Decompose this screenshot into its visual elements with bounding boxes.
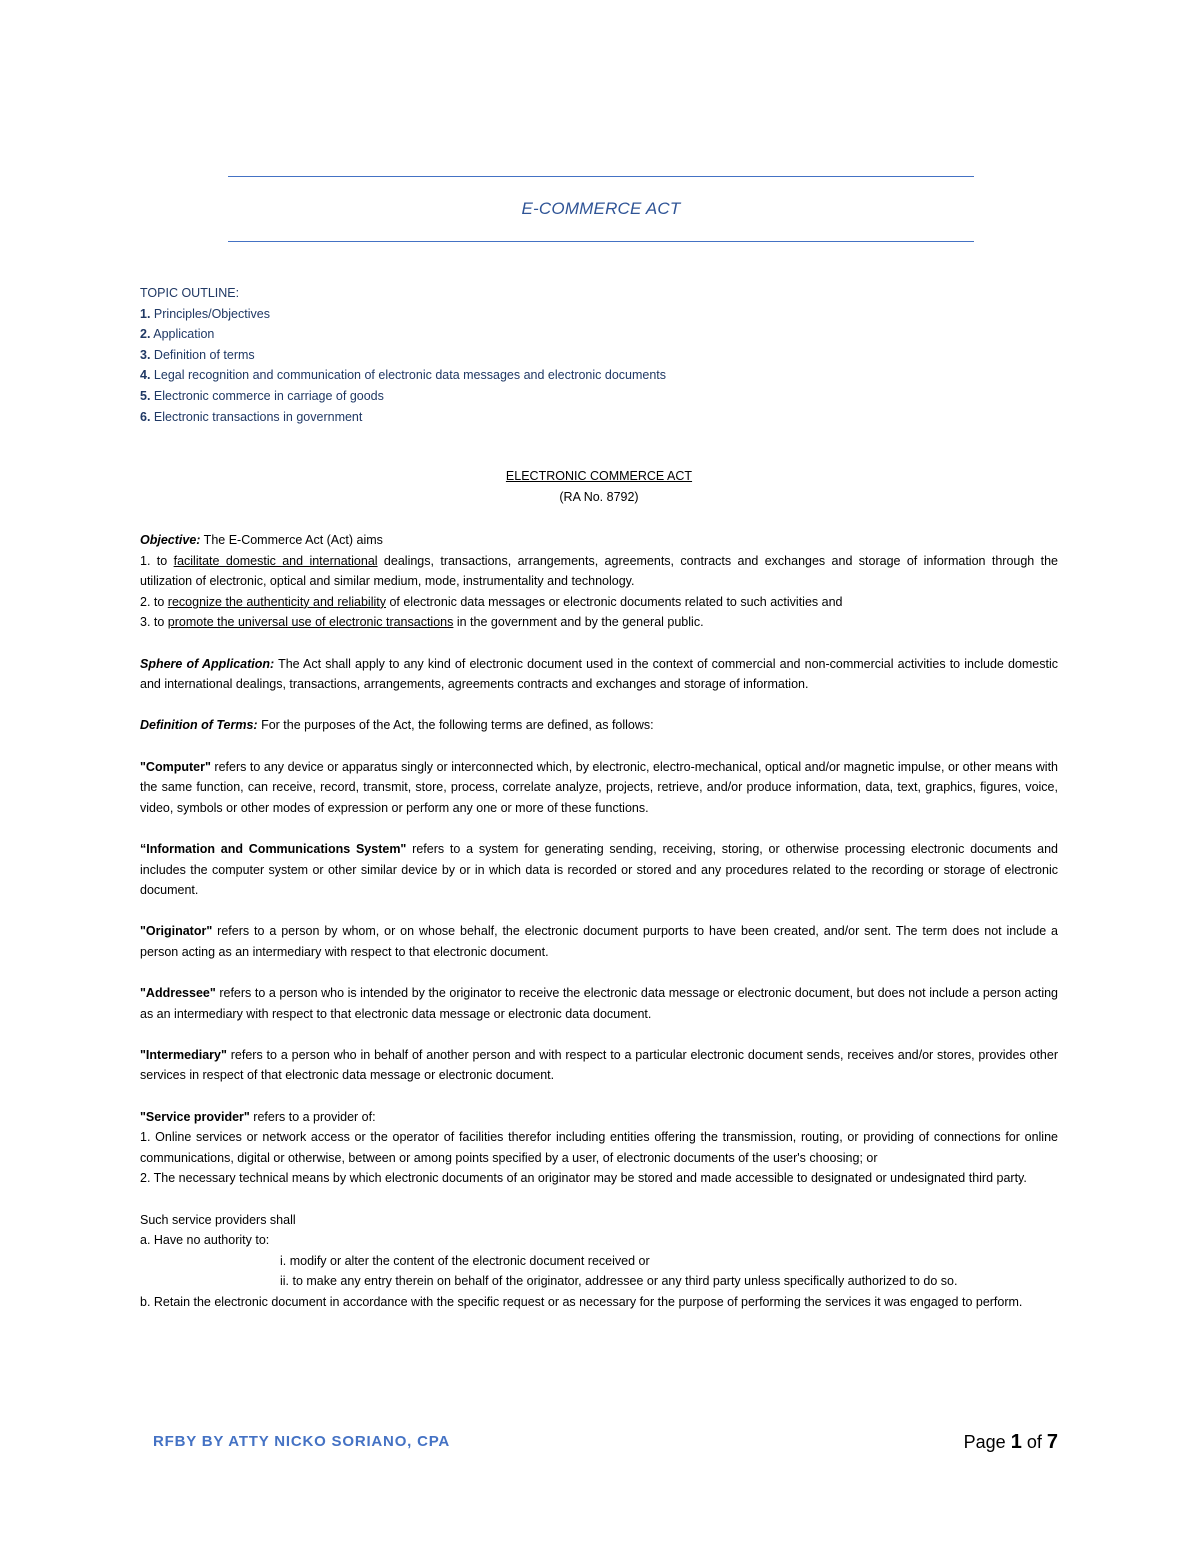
shall-item-b: b. Retain the electronic document in accordance with the specific request or as necessary for the purpose of performing the services it was engaged to perform. (140, 1294, 1023, 1309)
page-of-label: of (1026, 1432, 1042, 1452)
definition-intermediary (140, 1045, 1058, 1086)
outline-item-number: 1. (140, 306, 151, 321)
objective-aim (140, 612, 1058, 633)
outline-item (140, 386, 666, 407)
aim-text: of electronic data messages or electronic documents related to such activities and (385, 594, 843, 609)
definition-text: refers to a person by whom, or on whose behalf, the electronic document purports to have been created, and/or sent. The term does not include a person acting as an intermediary with respect to that electronic document. (140, 924, 1058, 959)
aim-text: dealings, transactions, arrangements, agreements, contracts and exchanges and storage of information through the utilization of electronic, optical and similar medium, mode, instrumentality and technology. (140, 553, 1058, 589)
objective-paragraph (140, 530, 1058, 551)
outline-item-text: Legal recognition and communication of electronic data messages and electronic documents (153, 368, 667, 383)
document-body (140, 530, 1058, 1313)
footer-credit: RFBY BY ATTY NICKO SORIANO, CPA (153, 1433, 451, 1450)
outline-item-number: 4. (140, 368, 151, 383)
aim-emphasis: facilitate domestic and international (173, 553, 378, 568)
definition-computer (140, 757, 1058, 819)
header-rule-bottom (228, 241, 974, 242)
objective-intro: The E-Commerce Act (Act) aims (200, 533, 383, 547)
page-label: Page (963, 1432, 1006, 1452)
document-title: E-COMMERCE ACT (521, 199, 681, 218)
sphere-paragraph (140, 654, 1058, 695)
page-current: 1 (1010, 1431, 1022, 1453)
definition-term: “Information and Communications System" (140, 841, 407, 856)
definition-text: refers to a system for generating sending, receiving, storing, or otherwise processing electronic documents and includes the computer system or other similar device by or in which data is recorded or stored and any procedures related to the recording or storage of electronic document. (140, 841, 1059, 898)
outline-item-text: Definition of terms (153, 347, 255, 362)
objective-aim (140, 592, 1058, 613)
definition-term: "Computer" (140, 759, 211, 774)
definition-text: refers to a person who in behalf of another person and with respect to a particular electronic document sends, receives and/or stores, provides other services in respect of that electronic data message or electronic document. (140, 1047, 1058, 1083)
definitions-label: Definition of Terms: (140, 718, 258, 733)
aim-emphasis: recognize the authenticity and reliability (167, 594, 386, 609)
shall-item-a: a. Have no authority to: (140, 1233, 270, 1248)
objective-label: Objective: (140, 533, 201, 547)
outline-item-number: 5. (140, 388, 151, 403)
section-subtitle: (RA No. 8792) (559, 490, 639, 504)
definition-ics (140, 839, 1058, 901)
definitions-intro (140, 715, 1058, 736)
section-title: ELECTRONIC COMMERCE ACT (505, 469, 693, 483)
aim-prefix: 3. to (140, 615, 168, 630)
outline-item-number: 2. (140, 327, 151, 342)
shall-subitem: ii. to make any entry therein on behalf of the originator, addressee or any third party unless specifically authorized to do so. (280, 1274, 958, 1289)
service-provider-item: 2. The necessary technical means by which electronic documents of an originator may be stored and made accessible to designated or undesignated third party. (140, 1171, 1027, 1186)
outline-item (140, 304, 666, 325)
definition-addressee (140, 983, 1058, 1024)
definition-service-provider (140, 1107, 1058, 1128)
outline-item (140, 324, 666, 345)
aim-emphasis: promote the universal use of electronic transactions (167, 615, 454, 630)
definition-term: "Addressee" (140, 986, 216, 1001)
page-number (964, 1431, 1058, 1454)
outline-item-text: Electronic commerce in carriage of goods (153, 388, 384, 403)
sphere-label: Sphere of Application: (140, 656, 275, 671)
aim-prefix: 1. to (140, 553, 174, 568)
outline-item-text: Principles/Objectives (153, 306, 270, 321)
definition-text: refers to any device or apparatus singly or interconnected which, by electronic, electro-mechanical, optical and/or magnetic impulse, or other means with the same function, can receive, record, transmit, store, process, correlate analyze, projects, retrieve, and/or produce information, data, text, graphics, figures, voice, video, symbols or other modes of expression or perform any one or more of these functions. (140, 759, 1058, 815)
topic-outline (140, 283, 666, 427)
header-rule-top (228, 176, 974, 177)
outline-heading: TOPIC OUTLINE: (140, 286, 240, 300)
aim-prefix: 2. to (140, 594, 168, 609)
outline-item-number: 3. (140, 347, 151, 362)
definition-term: "Intermediary" (140, 1047, 227, 1062)
outline-item-number: 6. (140, 409, 151, 424)
definition-text: refers to a person who is intended by the originator to receive the electronic data message or electronic document, but does not include a person acting as an intermediary with respect to that electronic data message or electronic data document. (140, 986, 1058, 1021)
aim-text: in the government and by the general public. (453, 615, 704, 630)
outline-item-text: Application (153, 327, 215, 342)
service-provider-item: 1. Online services or network access or the operator of facilities therefor including entities offering the transmission, routing, or providing of connections for online communications, digital or otherwise, between or among points specified by a user, of electronic documents of the user's choosing; or (140, 1130, 1058, 1165)
definition-text: refers to a provider of: (249, 1109, 376, 1124)
sphere-text: The Act shall apply to any kind of electronic document used in the context of commercial and non-commercial activities to include domestic and international dealings, transactions, arrangements, agreements contracts and exchanges and storage of information. (140, 656, 1058, 692)
shall-intro: Such service providers shall (140, 1212, 296, 1227)
definition-originator (140, 921, 1058, 962)
shall-subitem: i. modify or alter the content of the electronic document received or (280, 1253, 650, 1268)
definition-term: "Originator" (140, 924, 213, 939)
page-total: 7 (1046, 1431, 1058, 1453)
outline-item (140, 345, 666, 366)
outline-item-text: Electronic transactions in government (153, 409, 363, 424)
definitions-intro-text: For the purposes of the Act, the following terms are defined, as follows: (257, 718, 654, 733)
objective-aim (140, 551, 1058, 592)
outline-item (140, 365, 666, 386)
outline-item (140, 407, 666, 428)
definition-term: "Service provider" (140, 1109, 250, 1124)
